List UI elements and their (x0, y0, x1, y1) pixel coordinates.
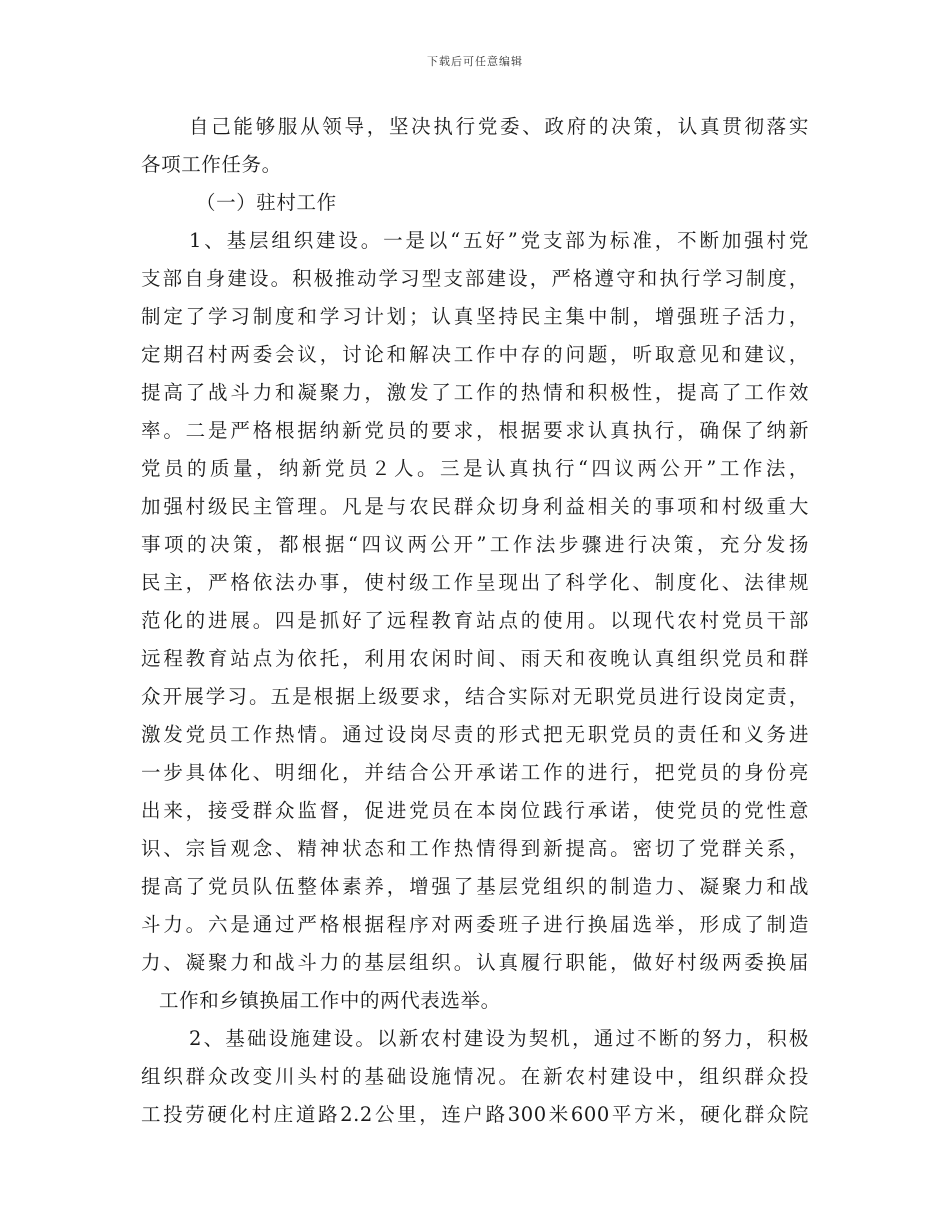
document-body (141, 108, 809, 1134)
text-line: 激发党员工作热情。通过设岗尽责的形式把无职党员的责任和义务进 (141, 723, 809, 746)
text-line: 工作和乡镇换届工作中的两代表选举。 (159, 989, 501, 1012)
text-line: 工投劳硬化村庄道路2.2公里，连户路300米600平方米，硬化群众院 (141, 1103, 809, 1126)
text-line: 一步具体化、明细化，并结合公开承诺工作的进行，把党员的身份亮 (141, 761, 809, 784)
text-line: 提高了战斗力和凝聚力，激发了工作的热情和积极性，提高了工作效 (141, 381, 809, 404)
text-line: 众开展学习。五是根据上级要求，结合实际对无职党员进行设岗定责， (141, 685, 809, 708)
text-line: 定期召村两委会议，讨论和解决工作中存的问题，听取意见和建议， (141, 343, 809, 366)
text-line: 力、凝聚力和战斗力的基层组织。认真履行职能，做好村级两委换届 (141, 951, 809, 974)
text-line: 事项的决策，都根据“四议两公开”工作法步骤进行决策，充分发扬 (141, 533, 809, 556)
text-line: 加强村级民主管理。凡是与农民群众切身利益相关的事项和村级重大 (141, 495, 809, 518)
text-line: 自己能够服从领导，坚决执行党委、政府的决策，认真贯彻落实 (189, 115, 809, 138)
text-line: 提高了党员队伍整体素养，增强了基层党组织的制造力、凝聚力和战 (141, 875, 809, 898)
text-line: 制定了学习制度和学习计划；认真坚持民主集中制，增强班子活力， (141, 305, 809, 328)
text-line: 出来，接受群众监督，促进党员在本岗位践行承诺，使党员的党性意 (141, 799, 809, 822)
text-line: 远程教育站点为依托，利用农闲时间、雨天和夜晚认真组织党员和群 (141, 647, 809, 670)
page-header: 下载后可任意编辑 (427, 55, 523, 68)
text-line: 支部自身建设。积极推动学习型支部建设，严格遵守和执行学习制度， (141, 267, 809, 290)
text-line: 组织群众改变川头村的基础设施情况。在新农村建设中，组织群众投 (141, 1065, 809, 1088)
text-line: 1、基层组织建设。一是以“五好”党支部为标准，不断加强村党 (189, 229, 809, 252)
text-line: 斗力。六是通过严格根据程序对两委班子进行换届选举，形成了制造 (141, 913, 809, 936)
text-line: 范化的进展。四是抓好了远程教育站点的使用。以现代农村党员干部 (141, 609, 809, 632)
text-line: 率。二是严格根据纳新党员的要求，根据要求认真执行，确保了纳新 (141, 419, 809, 442)
text-line: 民主，严格依法办事，使村级工作呈现出了科学化、制度化、法律规 (141, 571, 809, 594)
text-line: 各项工作任务。 (141, 153, 282, 176)
section-heading: （一）驻村工作 (196, 191, 337, 214)
text-line: 党员的质量，纳新党员２人。三是认真执行“四议两公开”工作法， (141, 457, 809, 480)
text-line: 2、基础设施建设。以新农村建设为契机，通过不断的努力，积极 (189, 1027, 809, 1050)
text-line: 识、宗旨观念、精神状态和工作热情得到新提高。密切了党群关系， (141, 837, 809, 860)
